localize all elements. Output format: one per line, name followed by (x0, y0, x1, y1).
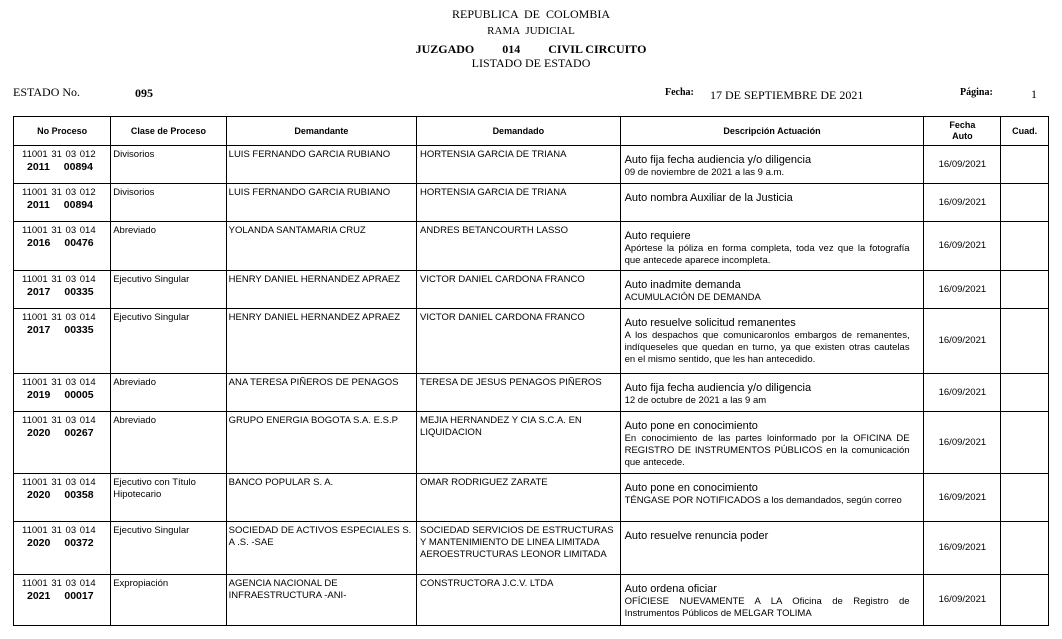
estado-label: ESTADO No. (13, 85, 81, 99)
court-heading (0, 42, 1062, 57)
cell-demandado: VICTOR DANIEL CARDONA FRANCO (417, 309, 621, 374)
cell-descripcion (620, 271, 924, 309)
table-row (14, 146, 1049, 184)
cell-fecha-auto: 16/09/2021 (924, 374, 1001, 412)
cell-descripcion (620, 412, 924, 474)
col-header-no-proceso: No Proceso (14, 117, 111, 146)
radicado-code: 11001 31 03 014 (22, 225, 96, 236)
radicado-code: 11001 31 03 014 (22, 377, 96, 388)
cell-clase: Abreviado (111, 412, 226, 474)
cell-no-proceso (14, 522, 111, 575)
cell-clase: Divisorios (111, 184, 226, 222)
table-row (14, 575, 1049, 626)
col-header-clase: Clase de Proceso (111, 117, 226, 146)
cell-demandante: GRUPO ENERGIA BOGOTA S.A. E.S.P (226, 412, 416, 474)
actuacion-detail: A los despachos que comunicaronlos embargos de remanentes, indíqueseles que quedan en turno, ya que existen otras cautelas en el mismo sentido, que les han antecedido. (624, 330, 910, 365)
radicado-number: 00335 (64, 286, 94, 298)
cell-fecha-auto: 16/09/2021 (924, 271, 1001, 309)
actuacion-title: Auto ordena oficiar (624, 583, 717, 595)
cell-no-proceso (14, 222, 111, 271)
cell-clase: Abreviado (111, 374, 226, 412)
table-row (14, 309, 1049, 374)
cell-cuad (1001, 309, 1049, 374)
cell-fecha-auto: 16/09/2021 (924, 474, 1001, 522)
cell-descripcion (620, 222, 924, 271)
cell-fecha-auto: 16/09/2021 (924, 412, 1001, 474)
actuacion-title: Auto pone en conocimiento (624, 482, 758, 494)
court-label: JUZGADO (415, 42, 475, 56)
cell-demandado: OMAR RODRIGUEZ ZARATE (417, 474, 621, 522)
cell-cuad (1001, 474, 1049, 522)
cell-cuad (1001, 374, 1049, 412)
radicado-year: 2016 (27, 237, 51, 249)
cell-demandado: VICTOR DANIEL CARDONA FRANCO (417, 271, 621, 309)
radicado-number: 00358 (64, 489, 94, 501)
cell-fecha-auto: 16/09/2021 (924, 575, 1001, 626)
cell-demandado: SOCIEDAD SERVICIOS DE ESTRUCTURAS Y MANTENIMIENTO DE LINEA LIMITADA AEROESTRUCTURAS LEONOR LIMITADA (417, 522, 621, 575)
cell-fecha-auto: 16/09/2021 (924, 184, 1001, 222)
radicado-code: 11001 31 03 014 (22, 525, 96, 536)
col-header-cuad: Cuad. (1001, 117, 1049, 146)
actuacion-detail: OFÍCIESE NUEVAMENTE A LA Oficina de Registro de Instrumentos Públicos de MELGAR TOLIMA (624, 596, 910, 619)
cell-no-proceso (14, 412, 111, 474)
cell-demandante: LUIS FERNANDO GARCIA RUBIANO (226, 184, 416, 222)
radicado-year: 2011 (27, 199, 50, 211)
radicado-number: 00476 (64, 237, 94, 249)
radicado-number: 00005 (64, 389, 94, 401)
estado-number: 095 (135, 86, 153, 100)
actuacion-title: Auto fija fecha audiencia y/o diligencia (624, 154, 812, 166)
cell-clase: Divisorios (111, 146, 226, 184)
fecha-value: 17 DE SEPTIEMBRE DE 2021 (710, 88, 864, 102)
col-header-fecha-auto: Fecha Auto (924, 117, 1001, 146)
branch-heading: RAMA JUDICIAL (487, 25, 575, 37)
radicado-year: 2021 (27, 590, 51, 602)
radicado-code: 11001 31 03 012 (22, 187, 96, 198)
cell-fecha-auto: 16/09/2021 (924, 146, 1001, 184)
cell-cuad (1001, 146, 1049, 184)
actuacion-detail: Apórtese la póliza en forma completa, toda vez que la fotografía que antecede aparece incompleta. (624, 243, 910, 266)
cell-no-proceso (14, 309, 111, 374)
radicado-year: 2019 (27, 389, 51, 401)
radicado-number: 00894 (63, 161, 93, 173)
actuacion-title: Auto resuelve renuncia poder (624, 530, 769, 542)
cell-demandado: ANDRES BETANCOURTH LASSO (417, 222, 621, 271)
radicado-code: 11001 31 03 014 (22, 415, 96, 426)
pagina-value: 1 (1031, 87, 1037, 101)
actuacion-detail: En conocimiento de las partes loinformado por la OFICINA DE REGISTRO DE INSTRUMENTOS PÚBLICOS en la comunicación que antecede. (624, 433, 910, 468)
radicado-code: 11001 31 03 014 (22, 578, 96, 589)
actuacion-title: Auto inadmite demanda (624, 279, 741, 291)
cell-no-proceso (14, 374, 111, 412)
radicado-year: 2020 (27, 427, 51, 439)
col-header-descripcion: Descripción Actuación (620, 117, 924, 146)
radicado-code: 11001 31 03 014 (22, 477, 96, 488)
cell-cuad (1001, 522, 1049, 575)
cell-fecha-auto: 16/09/2021 (924, 522, 1001, 575)
cell-demandado: TERESA DE JESUS PENAGOS PIÑEROS (417, 374, 621, 412)
cell-no-proceso (14, 271, 111, 309)
cell-demandante: YOLANDA SANTAMARIA CRUZ (226, 222, 416, 271)
col-header-demandante: Demandante (226, 117, 416, 146)
cell-cuad (1001, 271, 1049, 309)
cell-descripcion (620, 522, 924, 575)
table-row (14, 474, 1049, 522)
cell-demandante: ANA TERESA PIÑEROS DE PENAGOS (226, 374, 416, 412)
radicado-code: 11001 31 03 014 (22, 274, 96, 285)
table-row (14, 271, 1049, 309)
estado-table (13, 116, 1049, 626)
radicado-number: 00017 (64, 590, 94, 602)
radicado-code: 11001 31 03 014 (22, 312, 96, 323)
table-row (14, 184, 1049, 222)
fecha-label: Fecha: (665, 87, 694, 98)
court-type: CIVIL CIRCUITO (548, 42, 647, 56)
radicado-number: 00335 (64, 324, 94, 336)
cell-descripcion (620, 146, 924, 184)
cell-clase: Ejecutivo Singular (111, 309, 226, 374)
actuacion-detail: 12 de octubre de 2021 a las 9 am (624, 395, 767, 406)
cell-cuad (1001, 184, 1049, 222)
pagina-label: Página: (960, 87, 993, 98)
cell-clase: Ejecutivo con Título Hipotecario (111, 474, 226, 522)
cell-demandante: HENRY DANIEL HERNANDEZ APRAEZ (226, 271, 416, 309)
cell-descripcion (620, 184, 924, 222)
cell-cuad (1001, 575, 1049, 626)
country-heading: REPUBLICA DE COLOMBIA (451, 7, 610, 21)
actuacion-detail: 09 de noviembre de 2021 a las 9 a.m. (624, 167, 785, 178)
cell-clase: Abreviado (111, 222, 226, 271)
cell-cuad (1001, 222, 1049, 271)
actuacion-title: Auto requiere (624, 230, 691, 242)
table-row (14, 412, 1049, 474)
cell-descripcion (620, 374, 924, 412)
cell-no-proceso (14, 184, 111, 222)
cell-demandante: HENRY DANIEL HERNANDEZ APRAEZ (226, 309, 416, 374)
actuacion-title: Auto nombra Auxiliar de la Justicia (624, 192, 793, 204)
table-row (14, 522, 1049, 575)
cell-demandado: HORTENSIA GARCIA DE TRIANA (417, 184, 621, 222)
actuacion-detail: TÉNGASE POR NOTIFICADOS a los demandados, según correo (624, 495, 902, 506)
cell-demandante: BANCO POPULAR S. A. (226, 474, 416, 522)
cell-demandante: SOCIEDAD DE ACTIVOS ESPECIALES S. A .S. -SAE (226, 522, 416, 575)
radicado-year: 2017 (27, 324, 51, 336)
cell-demandado: CONSTRUCTORA J.C.V. LTDA (417, 575, 621, 626)
cell-clase: Ejecutivo Singular (111, 271, 226, 309)
cell-demandado: MEJIA HERNANDEZ Y CIA S.C.A. EN LIQUIDACION (417, 412, 621, 474)
actuacion-title: Auto pone en conocimiento (624, 420, 758, 432)
table-row (14, 374, 1049, 412)
cell-no-proceso (14, 474, 111, 522)
radicado-code: 11001 31 03 012 (22, 149, 96, 160)
cell-demandado: HORTENSIA GARCIA DE TRIANA (417, 146, 621, 184)
cell-fecha-auto: 16/09/2021 (924, 309, 1001, 374)
cell-descripcion (620, 474, 924, 522)
radicado-year: 2020 (27, 537, 51, 549)
actuacion-title: Auto fija fecha audiencia y/o diligencia (624, 382, 812, 394)
cell-descripcion (620, 309, 924, 374)
list-title: LISTADO DE ESTADO (471, 56, 591, 70)
radicado-number: 00267 (64, 427, 94, 439)
radicado-number: 00894 (63, 199, 93, 211)
cell-cuad (1001, 412, 1049, 474)
radicado-year: 2020 (27, 489, 51, 501)
actuacion-title: Auto resuelve solicitud remanentes (624, 317, 796, 329)
radicado-number: 00372 (64, 537, 94, 549)
cell-clase: Expropiación (111, 575, 226, 626)
cell-descripcion (620, 575, 924, 626)
col-header-demandado: Demandado (417, 117, 621, 146)
radicado-year: 2011 (27, 161, 50, 173)
cell-no-proceso (14, 575, 111, 626)
table-row (14, 222, 1049, 271)
actuacion-detail: ACUMULACIÓN DE DEMANDA (624, 292, 761, 303)
cell-demandante: AGENCIA NACIONAL DE INFRAESTRUCTURA -ANI- (226, 575, 416, 626)
radicado-year: 2017 (27, 286, 51, 298)
cell-fecha-auto: 16/09/2021 (924, 222, 1001, 271)
cell-no-proceso (14, 146, 111, 184)
cell-clase: Ejecutivo Singular (111, 522, 226, 575)
cell-demandante: LUIS FERNANDO GARCIA RUBIANO (226, 146, 416, 184)
table-header-row (14, 117, 1049, 146)
court-number: 014 (502, 42, 521, 56)
